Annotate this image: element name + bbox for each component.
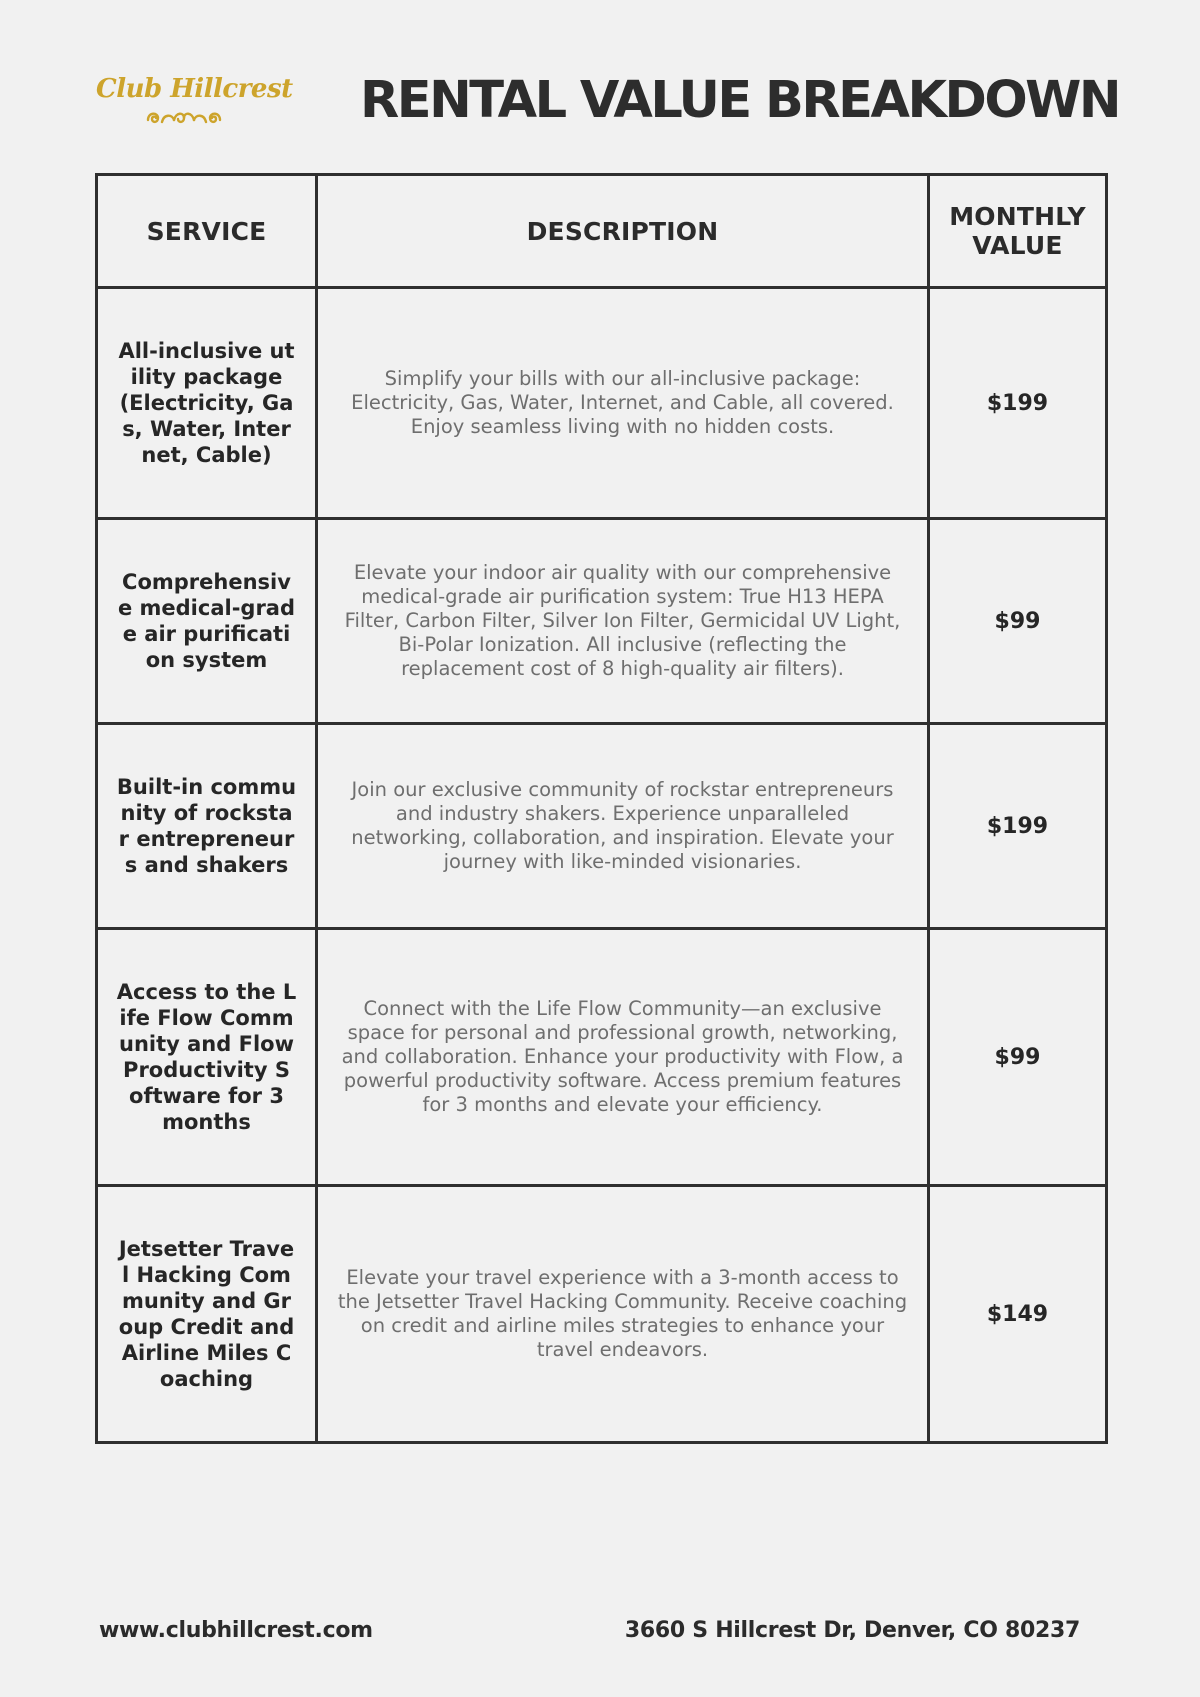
- monthly-value-cell: $99: [929, 519, 1107, 724]
- header-monthly-value-line1: MONTHLY: [949, 202, 1086, 231]
- monthly-value-cell: $99: [929, 929, 1107, 1186]
- monthly-value-cell: $149: [929, 1186, 1107, 1443]
- table-header-row: [97, 175, 1107, 288]
- table-row: [97, 288, 1107, 519]
- logo-flourish-icon: [144, 106, 224, 128]
- club-hillcrest-logo: [96, 74, 293, 136]
- table-row: [97, 929, 1107, 1186]
- rental-value-table: [95, 173, 1108, 1444]
- description-cell: Elevate your indoor air quality with our comprehensive medical-grade air purification system: True H13 HEPA Filter, Carbon Filter, Silver Ion Filter, Germicidal UV Light, Bi-Polar Ionization. All inclusive (reflecting the replacement cost of 8 high-quality air filters).: [317, 519, 929, 724]
- description-cell: Elevate your travel experience with a 3-month access to the Jetsetter Travel Hacking Community. Receive coaching on credit and airline miles strategies to enhance your travel endeavors.: [317, 1186, 929, 1443]
- header-monthly-value-line2: VALUE: [972, 231, 1063, 260]
- header-monthly-value: [929, 175, 1107, 288]
- table-row: [97, 724, 1107, 929]
- header-service: SERVICE: [97, 175, 317, 288]
- logo-text: Club Hillcrest: [96, 74, 293, 104]
- service-cell: Jetsetter Travel Hacking Community and Group Credit and Airline Miles Coaching: [97, 1186, 317, 1443]
- footer-address: 3660 S Hillcrest Dr, Denver, CO 80237: [624, 1618, 1080, 1643]
- table-row: [97, 1186, 1107, 1443]
- service-cell: Access to the Life Flow Community and Flow Productivity Software for 3 months: [97, 929, 317, 1186]
- page-title: RENTAL VALUE BREAKDOWN: [360, 71, 1120, 130]
- description-cell: Simplify your bills with our all-inclusive package: Electricity, Gas, Water, Internet, and Cable, all covered. Enjoy seamless living with no hidden costs.: [317, 288, 929, 519]
- service-cell: Built-in community of rockstar entrepreneurs and shakers: [97, 724, 317, 929]
- footer-website: www.clubhillcrest.com: [99, 1618, 373, 1643]
- monthly-value-cell: $199: [929, 288, 1107, 519]
- service-cell: Comprehensive medical-grade air purification system: [97, 519, 317, 724]
- service-cell: All-inclusive utility package (Electricity, Gas, Water, Internet, Cable): [97, 288, 317, 519]
- header-description: DESCRIPTION: [317, 175, 929, 288]
- description-cell: Join our exclusive community of rockstar entrepreneurs and industry shakers. Experience unparalleled networking, collaboration, and inspiration. Elevate your journey with like-minded visionaries.: [317, 724, 929, 929]
- description-cell: Connect with the Life Flow Community—an exclusive space for personal and professional growth, networking, and collaboration. Enhance your productivity with Flow, a powerful productivity software. Access premium features for 3 months and elevate your efficiency.: [317, 929, 929, 1186]
- table-row: [97, 519, 1107, 724]
- monthly-value-cell: $199: [929, 724, 1107, 929]
